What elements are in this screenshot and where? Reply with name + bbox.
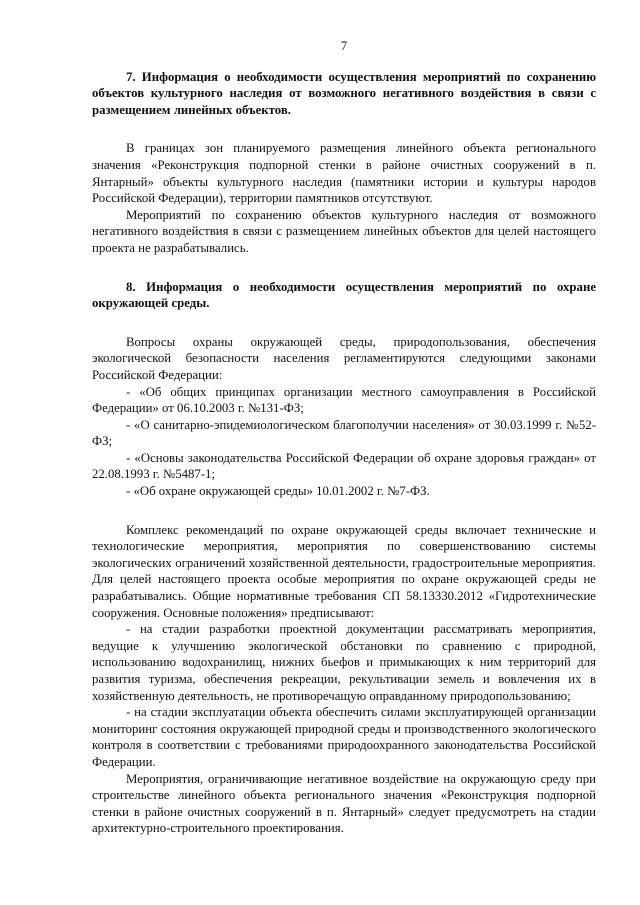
law-list-item: - «О санитарно-эпидемиологическом благополучии населения» от 30.03.1999 г. №52-ФЗ; — [92, 417, 596, 449]
law-list-item: - «Основы законодательства Российской Федерации об охране здоровья граждан» от 22.08.1993 г. №5487-1; — [92, 450, 596, 482]
law-list-item: - «Об охране окружающей среды» 10.01.2002 г. №7-ФЗ. — [126, 484, 430, 499]
section-7-paragraph: Мероприятий по сохранению объектов культурного наследия от возможного негативного воздействия в связи с размещением линейных объектов для целей настоящего проекта не разрабатывались. — [92, 207, 596, 255]
section-8-intro: Вопросы охраны окружающей среды, природопользования, обеспечения экологической безопасности населения регламентируются следующими законами Российской Федерации: — [92, 334, 596, 382]
section-7-paragraph: В границах зон планируемого размещения линейного объекта регионального значения «Реконструкция подпорной стенки в районе очистных сооружений в п. Янтарный» объекты культурного наследия (памятники истории и культуры народов Российской Федерации), территории памятников отсутствуют. — [92, 141, 596, 206]
requirement-list-item: - на стадии эксплуатации объекта обеспечить силами эксплуатирующей организации мониторинг состояния окружающей природной среды и производственного экологического контроля в соответствии с требованиями природоохранного законодательства Российской Федерации. — [92, 705, 596, 769]
section-7-heading: 7. Информация о необходимости осуществления мероприятий по сохранению объектов культурного наследия от возможного негативного воздействия в связи с размещением линейных объектов. — [92, 69, 596, 117]
page-number: 7 — [340, 39, 348, 53]
section-8-conclusion: Мероприятия, ограничивающие негативное воздействие на окружающую среду при строительстве линейного объекта регионального значения «Реконструкция подпорной стенки в районе очистных сооружений в п. Янтарный» следует предусмотреть на стадии архитектурно-строительного проектирования. — [92, 771, 596, 836]
section-8-complex: Комплекс рекомендаций по охране окружающей среды включает технические и технологические мероприятия, мероприятия по совершенствованию системы экологических ограничений хозяйственной деятельности, градостроительные мероприятия. Для целей настоящего проекта особые мероприятия по охране окружающей среды не разрабатывались. Общие нормативные требования СП 58.13330.2012 «Гидротехнические сооружения. Основные положения» предписывают: — [92, 522, 596, 620]
section-8-heading: 8. Информация о необходимости осуществления мероприятий по охране окружающей среды. — [92, 279, 596, 311]
law-list-item: - «Об общих принципах организации местного самоуправления в Российской Федерации» от 06.10.2003 г. №131-ФЗ; — [92, 384, 596, 416]
requirement-list-item: - на стадии разработки проектной документации рассматривать мероприятия, ведущие к улучшению экологической обстановки по сравнению с природной, использованию водохранилищ, нижних бьефов и примыкающих к ним территорий для развития туризма, обеспечения рекреации, рекультивации земель и вовлечения их в хозяйственную деятельность, не противоречащую оправданному природопользованию; — [92, 622, 596, 703]
